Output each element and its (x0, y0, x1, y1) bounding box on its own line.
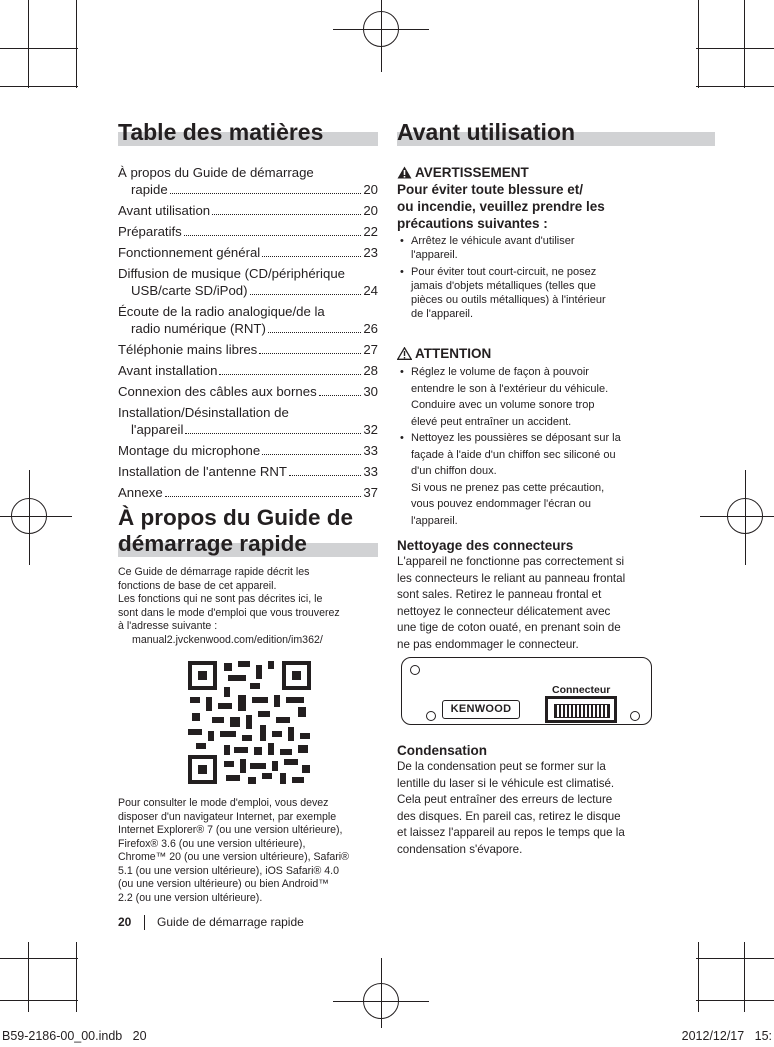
warning-bullet: • Pour éviter tout court-circuit, ne posez jamais d'objets métalliques (telles que pièces ou outils métalliques) à l'intérieur de l'appareil. (397, 265, 659, 321)
toc-entry[interactable]: Avant installation 28 (118, 363, 378, 378)
manual-url[interactable]: manual2.jvckenwood.com/edition/im362/ (132, 633, 323, 646)
browser-requirements-text: Pour consulter le mode d'emploi, vous devez disposer d'un navigateur Internet, par exemple Internet Explorer® 7 (ou une version ultérieure), Firefox® 3.6 (ou une version ultérieure), Chrome™ 20 (ou une version ultérieure), Safari® 5.1 (ou une version ultérieure), iOS Safari® 4.0 (ou une version ultérieure) ou bien Android™ 2.2 (ou une version ultérieure). (118, 797, 349, 904)
qr-code-image[interactable] (188, 661, 311, 784)
screw-icon (410, 665, 420, 675)
about-guide-title: À propos du Guide de démarrage rapide (118, 505, 378, 557)
toc-entry[interactable]: À propos du Guide de démarrage rapide 20 (118, 165, 378, 197)
condensation-block: Condensation De la condensation peut se former sur la lentille du laser si le véhicule est climatisé. Cela peut entraîner des erreurs de lecture des disques. En pareil cas, retirez le disque et laissez l'appareil au repos le temps que la condensation s'évapore. (397, 742, 661, 859)
footer-section: Guide de démarrage rapide (157, 915, 304, 929)
about-guide-text: Ce Guide de démarrage rapide décrit les fonctions de base de cet appareil. Les fonctions qui ne sont pas décrites ici, le sont dans le mode d'emploi que vous trouverez à l'adresse suivante : manual2.jvckenwood.com/edition/im362/ (118, 566, 380, 647)
screw-icon (630, 711, 640, 721)
caution-icon (397, 347, 412, 360)
connector-cleaning-block: Nettoyage des connecteurs L'appareil ne fonctionne pas correctement si les connecteurs le reliant au panneau frontal sont sales. Retirez le panneau frontal et nettoyez le connecteur délicatement avec une tige de coton ouaté, en prenant soin de ne pas endommager le connecteur. (397, 537, 661, 654)
warning-bullet: • Arrêtez le véhicule avant d'utiliser l'appareil. (397, 234, 659, 262)
before-use-title: Avant utilisation (397, 118, 715, 146)
toc-title: Table des matières (118, 118, 378, 146)
page-number: 20 (118, 915, 132, 929)
connector-label: Connecteur (552, 684, 611, 696)
toc-entry[interactable]: Avant utilisation 20 (118, 203, 378, 218)
toc-entry[interactable]: Préparatifs 22 (118, 224, 378, 239)
toc-entry[interactable]: Connexion des câbles aux bornes 30 (118, 384, 378, 399)
footer-divider (144, 915, 145, 930)
attention-bullet: • Réglez le volume de façon à pouvoir entendre le son à l'extérieur du véhicule. Conduire avec un volume sonore trop élevé peut entraîner un accident. (397, 364, 659, 430)
screw-icon (426, 711, 436, 721)
condensation-title: Condensation (397, 743, 487, 758)
print-timestamp: 2012/12/17 15: (681, 1029, 772, 1043)
table-of-contents (118, 164, 378, 505)
kenwood-logo: KENWOOD (442, 700, 520, 719)
file-info: B59-2186-00_00.indb 20 (2, 1029, 147, 1043)
toc-entry[interactable]: Téléphonie mains libres 27 (118, 342, 378, 357)
attention-bullet: • Nettoyez les poussières se déposant sur la façade à l'aide d'un chiffon sec siliconé ou d'un chiffon doux. Si vous ne prenez pas cette précaution, vous pouvez endommager l'écran ou l'appareil. (397, 430, 659, 529)
toc-entry[interactable]: Annexe 37 (118, 485, 378, 500)
faceplate-illustration (401, 657, 652, 725)
connector-cleaning-title: Nettoyage des connecteurs (397, 538, 574, 553)
warning-block: AVERTISSEMENT Pour éviter toute blessure et/ ou incendie, veuillez prendre les précautions suivantes : • Arrêtez le véhicule avant d'utiliser l'appareil. • Pour éviter tout court-circuit, ne posez jamais d'objets métalliques (telles que pièces ou outils métalliques) à l'intérieur de l'appareil. (397, 164, 659, 321)
page-footer (118, 914, 304, 930)
toc-entry[interactable]: Diffusion de musique (CD/périphérique USB/carte SD/iPod) 24 (118, 266, 378, 298)
toc-entry[interactable]: Fonctionnement général 23 (118, 245, 378, 260)
toc-entry[interactable]: Installation de l'antenne RNT 33 (118, 464, 378, 479)
toc-entry[interactable]: Installation/Désinstallation de l'appareil 32 (118, 405, 378, 437)
toc-entry[interactable]: Montage du microphone 33 (118, 443, 378, 458)
attention-block: ATTENTION • Réglez le volume de façon à pouvoir entendre le son à l'extérieur du véhicule. Conduire avec un volume sonore trop élevé peut entraîner un accident. • Nettoyez les poussières se déposant sur la façade à l'aide d'un chiffon sec siliconé ou d'un chiffon doux. Si vous ne prenez pas cette précaution, vous pouvez endommager l'écran ou l'appareil. (397, 345, 659, 529)
warning-icon (397, 166, 412, 179)
toc-entry[interactable]: Écoute de la radio analogique/de la radio numérique (RNT) 26 (118, 304, 378, 336)
connector-highlight (545, 696, 617, 723)
